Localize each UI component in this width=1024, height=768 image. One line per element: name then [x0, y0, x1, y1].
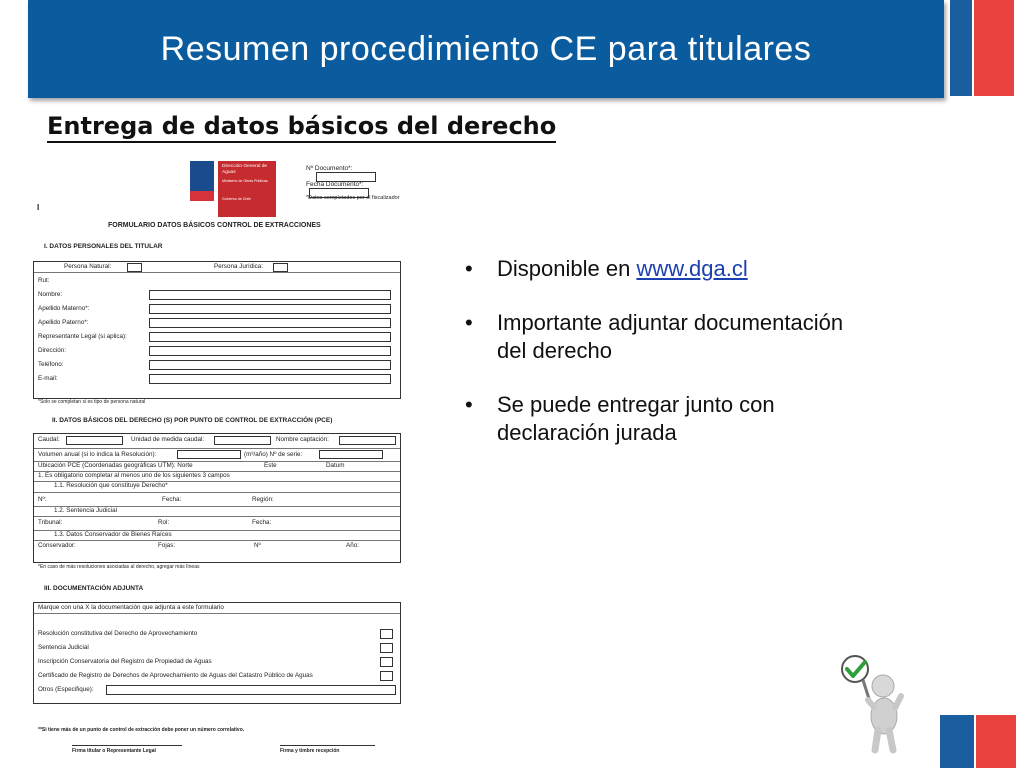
field-label: Dirección: [38, 347, 66, 354]
field-label: Teléfono: [38, 361, 64, 368]
form-marker: I [37, 203, 40, 212]
document-checkbox [380, 629, 393, 639]
bullet-dot: • [465, 256, 473, 281]
no-label: Nº: [38, 496, 47, 503]
section1-table [33, 261, 401, 399]
bullet-dot: • [465, 310, 473, 335]
document-item: Inscripción Conservatoria del Registro de Propiedad de Aguas [38, 658, 212, 665]
resolucion-label: 1.1. Resolución que constituye Derecho* [54, 482, 168, 489]
form-image [30, 155, 410, 760]
n-label: Nº [254, 542, 261, 549]
field-box [149, 290, 391, 300]
sentencia-label: 1.2. Sentencia Judicial [54, 507, 118, 514]
serie-box [319, 450, 383, 459]
obligatorio-label: 1. Es obligatorio completar al menos uno de los siguientes 3 campos [38, 472, 230, 479]
bullet-item-documentation [465, 309, 925, 365]
volumen-box [177, 450, 241, 459]
unidad-label: Unidad de medida caudal: [131, 436, 205, 443]
document-item: Certificado de Registro de Derechos de Aprovechamiento de Aguas del Catastro Público de Aguas [38, 672, 313, 679]
field-label: Apellido Paterno*: [38, 319, 89, 326]
anio-label: Año: [346, 542, 359, 549]
logo-emblem [190, 161, 214, 201]
section3-table [33, 602, 401, 704]
bullet-text: Disponible en [497, 256, 637, 281]
conservador-heading-row [34, 531, 400, 541]
field-box [149, 374, 391, 384]
conservador-label: Conservador: [38, 542, 76, 549]
rol-label: Rol: [158, 519, 170, 526]
section2-table [33, 433, 401, 563]
form-title: FORMULARIO DATOS BÁSICOS CONTROL DE EXTRACCIONES [108, 222, 321, 229]
caudal-label: Caudal: [38, 436, 60, 443]
section2-note: *En caso de más resoluciones asociadas al derecho, agregar más líneas [38, 564, 200, 570]
bullet-text: Se puede entregar junto con [497, 392, 775, 417]
m3-label: (m³/año) Nº de serie: [244, 451, 303, 458]
slide-subtitle: Entrega de datos básicos del derecho [47, 112, 556, 143]
slide-title: Resumen procedimiento CE para titulares [160, 30, 812, 68]
dga-logo [190, 161, 276, 217]
captacion-box [339, 436, 396, 445]
persona-juridica-label: Persona Jurídica: [214, 263, 264, 270]
field-box [149, 346, 391, 356]
tribunal-label: Tribunal: [38, 519, 63, 526]
bullet-list [465, 255, 925, 473]
section3-note: **Si tiene más de un punto de control de extracción debe poner un número correlativo. [38, 727, 245, 733]
bullet-dot: • [465, 392, 473, 417]
section1-note: *Solo se completan si es tipo de persona natural [38, 399, 146, 405]
person-with-checkmark-icon [838, 650, 948, 760]
conservador-row [34, 541, 400, 553]
persona-natural-label: Persona Natural: [64, 263, 112, 270]
sentencia-row [34, 507, 400, 517]
field-label: Apellido Materno*: [38, 305, 90, 312]
instruction-row [34, 603, 400, 614]
ubicacion-row [34, 462, 400, 472]
field-box [149, 332, 391, 342]
bullet-item-availability [465, 255, 925, 283]
persona-row [34, 262, 400, 273]
document-checkbox [380, 643, 393, 653]
persona-natural-checkbox [127, 263, 142, 272]
bullet-item-declaration [465, 391, 925, 447]
doc-note: *Datos completados por el fiscalizador [306, 195, 400, 201]
fecha-label: Fecha: [162, 496, 182, 503]
signature-left: Firma titular o Representante Legal [72, 745, 182, 754]
captacion-label: Nombre captación: [276, 436, 329, 443]
fecha2-label: Fecha: [252, 519, 272, 526]
accent-strip-red-bottom [976, 715, 1016, 768]
dga-link[interactable]: www.dga.cl [636, 256, 748, 281]
field-box [149, 360, 391, 370]
field-label: Representante Legal (si aplica): [38, 333, 127, 340]
ubicacion-label: Ubicación PCE (Coordenadas geográficas UTM): Norte [38, 462, 193, 469]
field-box [149, 318, 391, 328]
otros-label: Otros (Especifique): [38, 686, 94, 693]
persona-juridica-checkbox [273, 263, 288, 272]
volumen-label: Volumen anual (si lo indica la Resolución): [38, 451, 157, 458]
title-bar [28, 0, 944, 98]
accent-strip-blue [950, 0, 972, 96]
doc-number-label: Nº Documento*: [306, 165, 353, 172]
otros-box [106, 685, 396, 695]
resolucion-fields-row [34, 493, 400, 507]
documents-list [34, 614, 400, 702]
volumen-row [34, 449, 400, 462]
field-label: Rut: [38, 277, 50, 284]
section2-heading: II. DATOS BÁSICOS DEL DERECHO (S) POR PUNTO DE CONTROL DE EXTRACCIÓN (PCE) [52, 417, 333, 424]
este-label: Este [264, 462, 277, 469]
caudal-box [66, 436, 123, 445]
signature-right: Firma y timbre recepción [280, 745, 375, 754]
section3-heading: III. DOCUMENTACIÓN ADJUNTA [44, 585, 144, 592]
document-item: Sentencia Judicial [38, 644, 89, 651]
section1-heading: I. DATOS PERSONALES DEL TITULAR [44, 243, 163, 250]
bullet-text: Importante adjuntar documentación [497, 310, 844, 335]
logo-subtext: Ministerio de Obras Públicas [222, 179, 268, 183]
doc-number-field [306, 165, 410, 182]
doc-date-label: Fecha Documento*: [306, 181, 364, 188]
document-checkbox [380, 657, 393, 667]
instruction-label: Marque con una X la documentación que adjunta a este formulario [38, 604, 224, 611]
field-label: Nombre: [38, 291, 63, 298]
bullet-text: declaración jurada [497, 420, 677, 445]
logo-text: Dirección General de Aguas [222, 164, 268, 175]
logo-foot: Gobierno de Chile [222, 196, 251, 201]
personal-fields [34, 273, 400, 397]
document-checkbox [380, 671, 393, 681]
tribunal-row [34, 517, 400, 531]
bullet-text: del derecho [497, 338, 612, 363]
caudal-row [34, 434, 400, 449]
resolucion-row [34, 482, 400, 493]
unidad-box [214, 436, 271, 445]
obligatorio-row [34, 472, 400, 482]
conservador-heading: 1.3. Datos Conservador de Bienes Raíces [54, 531, 172, 538]
accent-strip-red [974, 0, 1014, 96]
field-box [149, 304, 391, 314]
datum-label: Datum [326, 462, 345, 469]
field-label: E-mail: [38, 375, 58, 382]
fojas-label: Fojas: [158, 542, 176, 549]
region-label: Región: [252, 496, 274, 503]
document-item: Resolución constitutiva del Derecho de Aprovechamiento [38, 630, 198, 637]
logo-panel [218, 161, 276, 217]
